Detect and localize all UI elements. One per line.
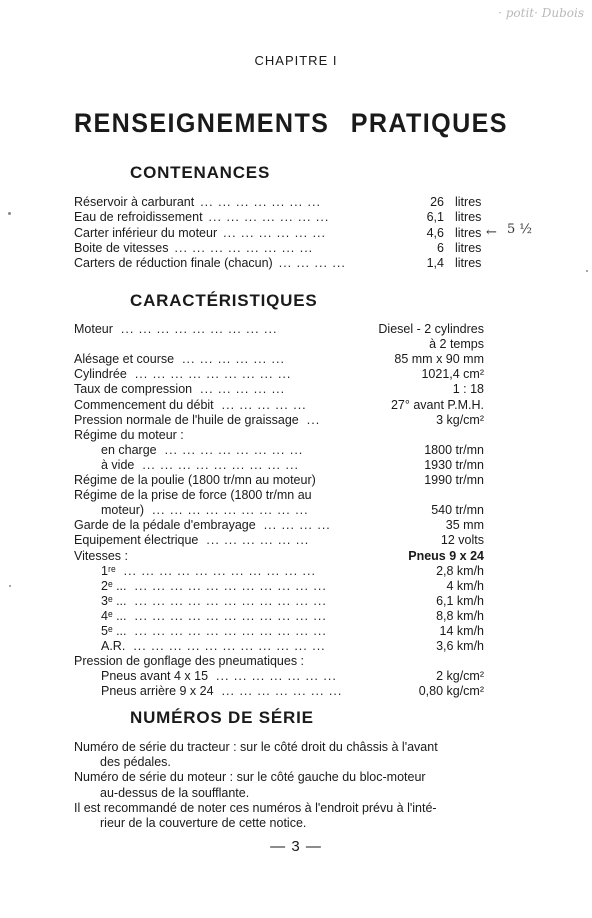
paragraph-text: Il est recommandé de noter ces numéros à l'endroit prévu à l'inté- [74, 800, 437, 815]
caracteristique-row [0, 669, 592, 684]
row-value: 3,6 km/h [436, 639, 484, 654]
dot-leader: ... ... ... ... ... ... ... ... ... [120, 322, 278, 336]
dot-leader: ... ... ... ... ... ... ... ... ... [134, 367, 292, 382]
dot-leader: ... ... ... ... ... ... ... ... ... [142, 457, 299, 472]
dot-leader: ... ... ... ... ... ... ... ... ... ... ... [134, 608, 327, 623]
row-value: 4 km/h [446, 578, 484, 593]
page-title: RENSEIGNEMENTS PRATIQUES [74, 108, 508, 138]
row-value: 12 volts [440, 533, 484, 548]
dot-leader: ... ... ... ... ... ... ... ... ... ... ... [134, 624, 327, 638]
dot-leader: ... ... ... ... ... ... ... ... ... [152, 503, 309, 518]
dot-leader: ... ... ... ... ... ... ... [208, 210, 330, 225]
row-label: en charge [101, 442, 157, 457]
row-label: Taux de compression [74, 382, 193, 397]
caracteristique-row [0, 413, 592, 428]
contenance-row [0, 226, 592, 241]
paragraph-line [74, 755, 171, 770]
caracteristique-row [0, 322, 592, 337]
dot-leader: ... ... ... ... ... ... ... ... ... ... ... [123, 563, 316, 578]
dot-leader: ... ... ... ... ... [221, 397, 307, 412]
row-label: 1ʳᵉ [101, 563, 116, 578]
paper-speck [586, 270, 588, 272]
row-value: 14 km/h [439, 624, 484, 638]
caracteristique-row [0, 443, 592, 458]
dot-leader: ... ... ... ... [278, 256, 346, 271]
contenance-row [0, 241, 592, 256]
row-value: 540 tr/mn [431, 503, 484, 518]
section-heading-caracteristiques: CARACTÉRISTIQUES [130, 291, 318, 310]
row-value: 27° avant P.M.H. [390, 397, 484, 412]
caracteristique-row [0, 458, 592, 473]
row-label: moteur) [101, 503, 145, 518]
caracteristique-row [0, 564, 592, 579]
paragraph-text: des pédales. [100, 755, 171, 770]
dot-leader: ... ... ... ... ... ... ... [221, 684, 343, 699]
row-label: Pneus avant 4 x 15 [101, 669, 209, 684]
row-value: 1800 tr/mn [424, 442, 484, 457]
row-unit: litres [455, 210, 482, 225]
row-label: Moteur [74, 322, 113, 336]
caracteristique-row [0, 533, 592, 548]
caracteristique-row [0, 352, 592, 367]
dot-leader: ... ... ... ... ... ... ... ... ... ... ... [134, 593, 327, 608]
paragraph-line [74, 740, 438, 755]
row-label: Commencement du débit [74, 397, 214, 412]
row-label: Vitesses : [74, 548, 128, 563]
caracteristique-row [0, 503, 592, 518]
row-label: Régime de la prise de force (1800 tr/mn au [74, 488, 312, 503]
row-label: Pneus arrière 9 x 24 [101, 684, 214, 699]
row-unit: litres [455, 195, 482, 209]
caracteristique-row [0, 639, 592, 654]
paragraph-line [74, 786, 249, 801]
row-label: Garde de la pédale d'embrayage [74, 518, 256, 533]
dot-leader: ... ... ... ... ... ... [182, 352, 285, 367]
caracteristique-row [0, 609, 592, 624]
caracteristique-row [0, 549, 592, 564]
caracteristique-row [0, 398, 592, 413]
row-value: 2 kg/cm² [436, 669, 484, 684]
row-value: 26 [430, 195, 444, 209]
row-value: Pneus 9 x 24 [408, 548, 484, 563]
caracteristique-row [0, 579, 592, 594]
row-unit: litres [455, 240, 482, 255]
paper-speck [8, 212, 11, 215]
row-value: 6,1 km/h [436, 593, 484, 608]
row-label: Cylindrée [74, 367, 127, 382]
paragraph-line [74, 801, 437, 816]
row-value: 6,1 [426, 210, 444, 225]
row-value: 1930 tr/mn [424, 457, 484, 472]
chapter-label: CHAPITRE I [254, 53, 338, 68]
row-label: Eau de refroidissement [74, 210, 203, 225]
row-value: 4,6 [426, 225, 444, 240]
row-label: Carters de réduction finale (chacun) [74, 256, 273, 271]
paragraph-text: au-dessus de la soufflante. [100, 785, 250, 800]
row-label: Carter inférieur du moteur [74, 225, 218, 240]
caracteristique-row [0, 624, 592, 639]
caracteristique-row [0, 337, 592, 352]
caracteristique-row [0, 518, 592, 533]
paragraph-line [74, 816, 306, 831]
section-heading-contenances: CONTENANCES [130, 163, 271, 182]
dot-leader: ... ... ... ... ... [200, 382, 286, 397]
row-value: 1021,4 cm² [421, 367, 484, 382]
row-label: Equipement électrique [74, 533, 199, 548]
row-value: à 2 temps [429, 337, 484, 352]
dot-leader: ... ... ... ... ... ... ... ... [174, 240, 314, 255]
row-value: 1990 tr/mn [424, 473, 484, 487]
caracteristique-row [0, 473, 592, 488]
paper-speck [9, 585, 11, 587]
dot-leader: ... ... ... ... ... ... ... [200, 195, 321, 209]
dot-leader: ... ... ... ... [263, 518, 331, 533]
handwritten-arrow: ← [486, 225, 497, 240]
handwritten-margin-note: · potit· Dubois [498, 6, 584, 20]
row-value: 85 mm x 90 mm [394, 352, 484, 367]
paragraph-text: rieur de la couverture de cette notice. [100, 816, 307, 830]
row-label: Régime de la poulie (1800 tr/mn au moteur) [74, 473, 316, 487]
paragraph-text: Numéro de série du tracteur : sur le côté droit du châssis à l'avant [74, 740, 438, 754]
dot-leader: ... ... ... ... ... ... ... [216, 669, 337, 684]
dot-leader: ... ... ... ... ... ... ... ... ... ... ... [134, 578, 327, 593]
caracteristique-row [0, 367, 592, 382]
row-value: 2,8 km/h [436, 563, 484, 578]
dot-leader: ... ... ... ... ... ... [223, 225, 327, 240]
row-label: 5ᵉ ... [101, 624, 127, 638]
row-unit: litres [455, 225, 482, 240]
row-value: 8,8 km/h [436, 608, 484, 623]
row-label: 4ᵉ ... [101, 608, 127, 623]
caracteristique-row [0, 654, 592, 669]
paragraph-line [74, 770, 426, 785]
row-label: à vide [101, 457, 135, 472]
row-value: 1,4 [426, 256, 444, 271]
contenance-row [0, 195, 592, 210]
row-value: 1 : 18 [452, 382, 484, 397]
row-label: A.R. [101, 639, 126, 654]
dot-leader: ... ... ... ... ... ... ... ... ... ... ... [133, 639, 326, 654]
row-label: Régime du moteur : [74, 427, 184, 442]
row-label: 3ᵉ ... [101, 593, 127, 608]
contenance-row [0, 210, 592, 225]
caracteristique-row [0, 488, 592, 503]
dot-leader: ... ... ... ... ... ... [206, 533, 310, 548]
handwritten-correction: 5 ½ [507, 222, 533, 237]
caracteristique-row [0, 428, 592, 443]
caracteristique-row [0, 684, 592, 699]
dot-leader: ... [306, 412, 321, 427]
paragraph-text: Numéro de série du moteur : sur le côté gauche du bloc-moteur [74, 770, 426, 785]
row-value: 3 kg/cm² [436, 412, 484, 427]
row-value: 6 [437, 240, 444, 255]
contenance-row [0, 256, 592, 271]
row-value: 0,80 kg/cm² [418, 684, 484, 699]
row-label: Pression de gonflage des pneumatiques : [74, 654, 305, 669]
row-unit: litres [455, 256, 482, 271]
row-label: Alésage et course [74, 352, 175, 367]
row-label: Réservoir à carburant [74, 195, 195, 209]
caracteristique-row [0, 382, 592, 397]
row-label: 2ᵉ ... [101, 578, 127, 593]
section-heading-numeros: NUMÉROS DE SÉRIE [130, 708, 314, 727]
page-number: — 3 — [270, 838, 322, 855]
caracteristique-row [0, 594, 592, 609]
row-label: Boite de vitesses [74, 240, 169, 255]
dot-leader: ... ... ... ... ... ... ... ... [164, 442, 304, 457]
row-label: Pression normale de l'huile de graissage [74, 412, 299, 427]
row-value: Diesel - 2 cylindres [378, 322, 484, 336]
row-value: 35 mm [445, 518, 484, 533]
